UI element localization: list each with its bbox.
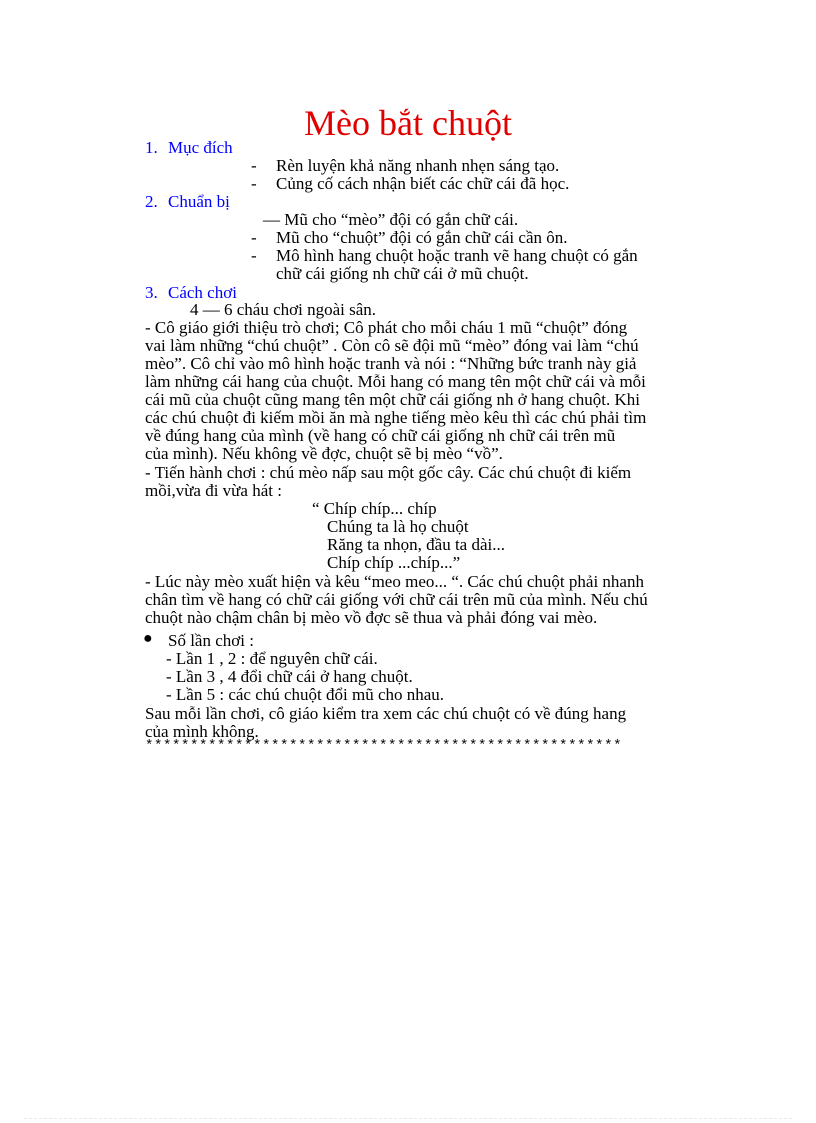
prep-item: Mô hình hang chuột hoặc tranh vẽ hang chuột có gắn <box>276 246 638 265</box>
dash-marker: - <box>251 174 257 193</box>
play-line: về đúng hang của mình (về hang có chữ cái giống nh chữ cái trên mũ <box>145 426 616 445</box>
purpose-item: Củng cố cách nhận biết các chữ cái đã học. <box>276 174 570 193</box>
play-line: 4 — 6 cháu chơi ngoài sân. <box>190 300 377 319</box>
song-line: Răng ta nhọn, đầu ta dài... <box>327 535 505 554</box>
after-song-line: chuột nào chậm chân bị mèo vồ đợc sẽ thua và phải đóng vai mèo. <box>145 608 598 627</box>
after-song-line: chân tìm về hang có chữ cái giống với chữ cái trên mũ của mình. Nếu chú <box>145 590 648 609</box>
play-line: - Tiến hành chơi : chú mèo nấp sau một gốc cây. Các chú chuột đi kiếm <box>145 463 632 482</box>
prep-item: — Mũ cho “mèo” đội có gắn chữ cái. <box>263 210 519 229</box>
round-item: - Lần 1 , 2 : để nguyên chữ cái. <box>166 649 378 668</box>
dash-marker: - <box>251 156 257 175</box>
section-heading-prep: Chuẩn bị <box>168 192 230 211</box>
round-item: - Lần 5 : các chú chuột đổi mũ cho nhau. <box>166 685 445 704</box>
play-line: vai làm những “chú chuột” . Còn cô sẽ đội mũ “mèo” đóng vai làm “chú <box>145 336 639 355</box>
section-heading-purpose: Mục đích <box>168 138 233 157</box>
prep-item: Mũ cho “chuột” đội có gắn chữ cái cần ôn. <box>276 228 568 247</box>
play-line: mồi,vừa đi vừa hát : <box>145 481 282 500</box>
prep-item: chữ cái giống nh chữ cái ở mũ chuột. <box>276 264 529 283</box>
play-line: mèo”. Cô chỉ vào mô hình hoặc tranh và nói : “Những bức tranh này giả <box>145 354 637 373</box>
section-heading-play: Cách chơi <box>168 283 237 302</box>
after-song-line: - Lúc này mèo xuất hiện và kêu “meo meo... “. Các chú chuột phải nhanh <box>145 572 644 591</box>
play-line: của mình). Nếu không về đợc, chuột sẽ bị mèo “vồ”. <box>145 444 503 463</box>
closing-line: của mình không. <box>145 722 259 741</box>
section-number-2: 2. <box>145 192 158 211</box>
dash-marker: - <box>251 246 257 265</box>
dash-marker: - <box>251 228 257 247</box>
play-line: làm những cái hang của chuột. Mỗi hang có mang tên một chữ cái và mỗi <box>145 372 646 391</box>
rounds-heading: Số lần chơi : <box>168 631 254 650</box>
song-line: Chúng ta là họ chuột <box>327 517 469 536</box>
play-line: cái mũ của chuột cũng mang tên một chữ cái giống nh ở hang chuột. Khi <box>145 390 641 409</box>
song-line: Chíp chíp ...chíp...” <box>327 553 461 572</box>
section-number-1: 1. <box>145 138 158 157</box>
song-line: “ Chíp chíp... chíp <box>312 499 437 518</box>
bullet-icon: ● <box>143 630 153 647</box>
separator-stars: ***************************************************** <box>145 738 623 754</box>
round-item: - Lần 3 , 4 đổi chữ cái ở hang chuột. <box>166 667 413 686</box>
page-title: Mèo bắt chuột <box>304 103 512 143</box>
play-line: - Cô giáo giới thiệu trò chơi; Cô phát cho mỗi cháu 1 mũ “chuột” đóng <box>145 318 628 337</box>
closing-line: Sau mỗi lần chơi, cô giáo kiểm tra xem các chú chuột có về đúng hang <box>145 704 627 723</box>
purpose-item: Rèn luyện khả năng nhanh nhẹn sáng tạo. <box>276 156 560 175</box>
page-bottom-divider <box>24 1118 792 1119</box>
play-line: các chú chuột đi kiếm mồi ăn mà nghe tiếng mèo kêu thì các chú phải tìm <box>145 408 647 427</box>
section-number-3: 3. <box>145 283 158 302</box>
